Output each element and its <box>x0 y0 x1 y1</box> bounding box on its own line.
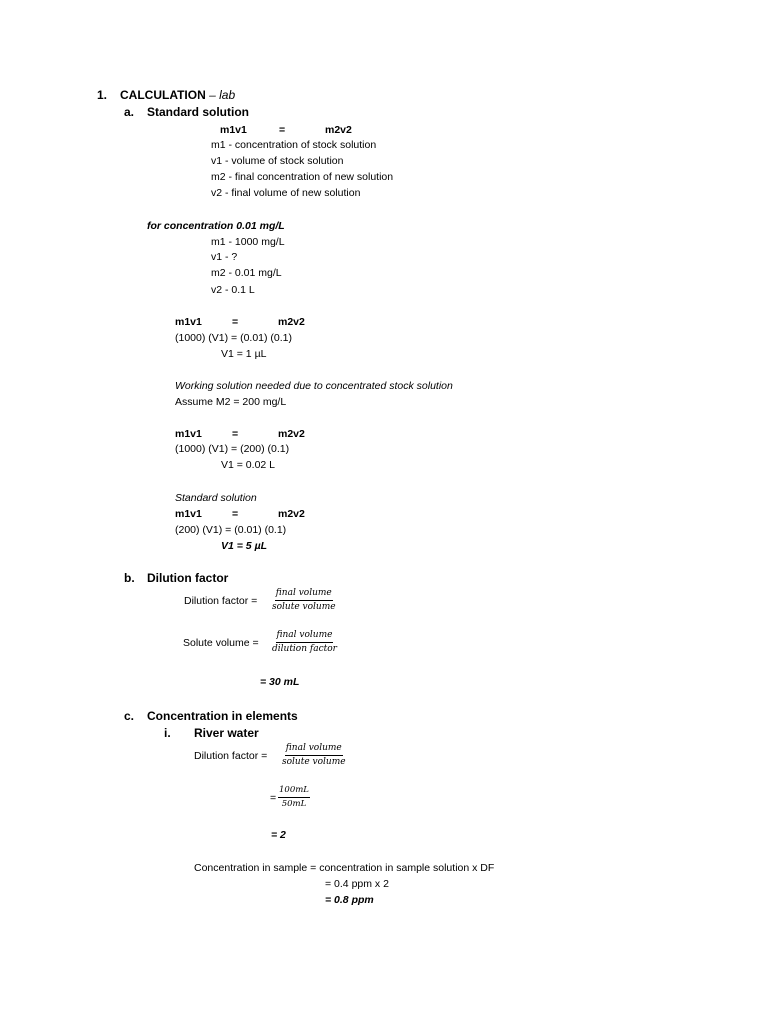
formula-left: m1v1 <box>220 124 247 136</box>
calc2-line: (1000) (V1) = (200) (0.1) <box>175 443 290 455</box>
subsection-c-letter: c. <box>124 709 135 723</box>
case-value: v2 - 0.1 L <box>211 284 255 296</box>
sv-label: Solute volume = <box>183 637 259 649</box>
subsection-c-heading: Concentration in elements <box>147 709 298 723</box>
working-note: Working solution needed due to concentrated stock solution <box>175 380 453 392</box>
calc3-result: V1 = 5 µL <box>221 540 268 552</box>
conc-step: = 0.4 ppm x 2 <box>325 878 389 890</box>
river-df-denominator: solute volume <box>282 757 346 767</box>
calc1-left: m1v1 <box>175 316 202 328</box>
conc-line: Concentration in sample = concentration in sample solution x DF <box>194 862 495 874</box>
sv-numerator: final volume <box>276 630 334 643</box>
river-df-numerator: final volume <box>285 743 343 756</box>
section-number: 1. <box>97 88 108 102</box>
subsection-b-heading: Dilution factor <box>147 571 229 585</box>
calc2-eq: = <box>232 428 239 440</box>
ratio-numerator: 100mL <box>278 785 310 798</box>
definition-line: v1 - volume of stock solution <box>211 155 344 167</box>
ratio-eq-sign: = <box>270 792 277 804</box>
ratio-fraction <box>278 785 310 810</box>
subsection-a-heading: Standard solution <box>147 105 249 119</box>
df-denominator: solute volume <box>272 602 336 612</box>
df-label: Dilution factor = <box>184 595 258 607</box>
river-df-result: = 2 <box>271 829 286 841</box>
definition-line: m1 - concentration of stock solution <box>211 139 377 151</box>
calc2-result: V1 = 0.02 L <box>221 459 276 471</box>
case-title: for concentration 0.01 mg/L <box>147 220 285 232</box>
definition-line: m2 - final concentration of new solution <box>211 171 394 183</box>
calc3-right: m2v2 <box>278 508 305 520</box>
river-df-label: Dilution factor = <box>194 750 268 762</box>
calc3-left: m1v1 <box>175 508 202 520</box>
case-value: m1 - 1000 mg/L <box>211 236 285 248</box>
df-numerator: final volume <box>275 588 333 601</box>
sv-fraction <box>271 630 338 655</box>
calc3-line: (200) (V1) = (0.01) (0.1) <box>175 524 287 536</box>
b-result: = 30 mL <box>260 676 300 688</box>
definition-line: v2 - final volume of new solution <box>211 187 361 199</box>
subsection-a-letter: a. <box>124 105 135 119</box>
df-fraction <box>271 588 337 613</box>
ratio-denominator: 50mL <box>281 799 307 809</box>
section-title-suffix: – lab <box>209 88 236 102</box>
calc1-right: m2v2 <box>278 316 305 328</box>
subsection-b-letter: b. <box>124 571 135 585</box>
standard-label: Standard solution <box>175 492 257 504</box>
section-title-text: CALCULATION <box>120 88 206 102</box>
formula-right: m2v2 <box>325 124 352 136</box>
sub-item-heading: River water <box>194 726 259 740</box>
river-df-fraction <box>281 743 347 768</box>
calc3-eq: = <box>232 508 239 520</box>
calc2-right: m2v2 <box>278 428 305 440</box>
conc-result: = 0.8 ppm <box>325 894 374 906</box>
sv-denominator: dilution factor <box>272 644 337 654</box>
case-value: m2 - 0.01 mg/L <box>211 267 282 279</box>
case-value: v1 - ? <box>211 251 238 263</box>
formula-eq: = <box>279 124 286 136</box>
calc1-line: (1000) (V1) = (0.01) (0.1) <box>175 332 293 344</box>
section-title <box>120 88 235 103</box>
assume-line: Assume M2 = 200 mg/L <box>175 396 287 408</box>
calc1-eq: = <box>232 316 239 328</box>
sub-item-numeral: i. <box>164 726 171 740</box>
calc2-left: m1v1 <box>175 428 202 440</box>
calc1-result: V1 = 1 µL <box>221 348 267 360</box>
